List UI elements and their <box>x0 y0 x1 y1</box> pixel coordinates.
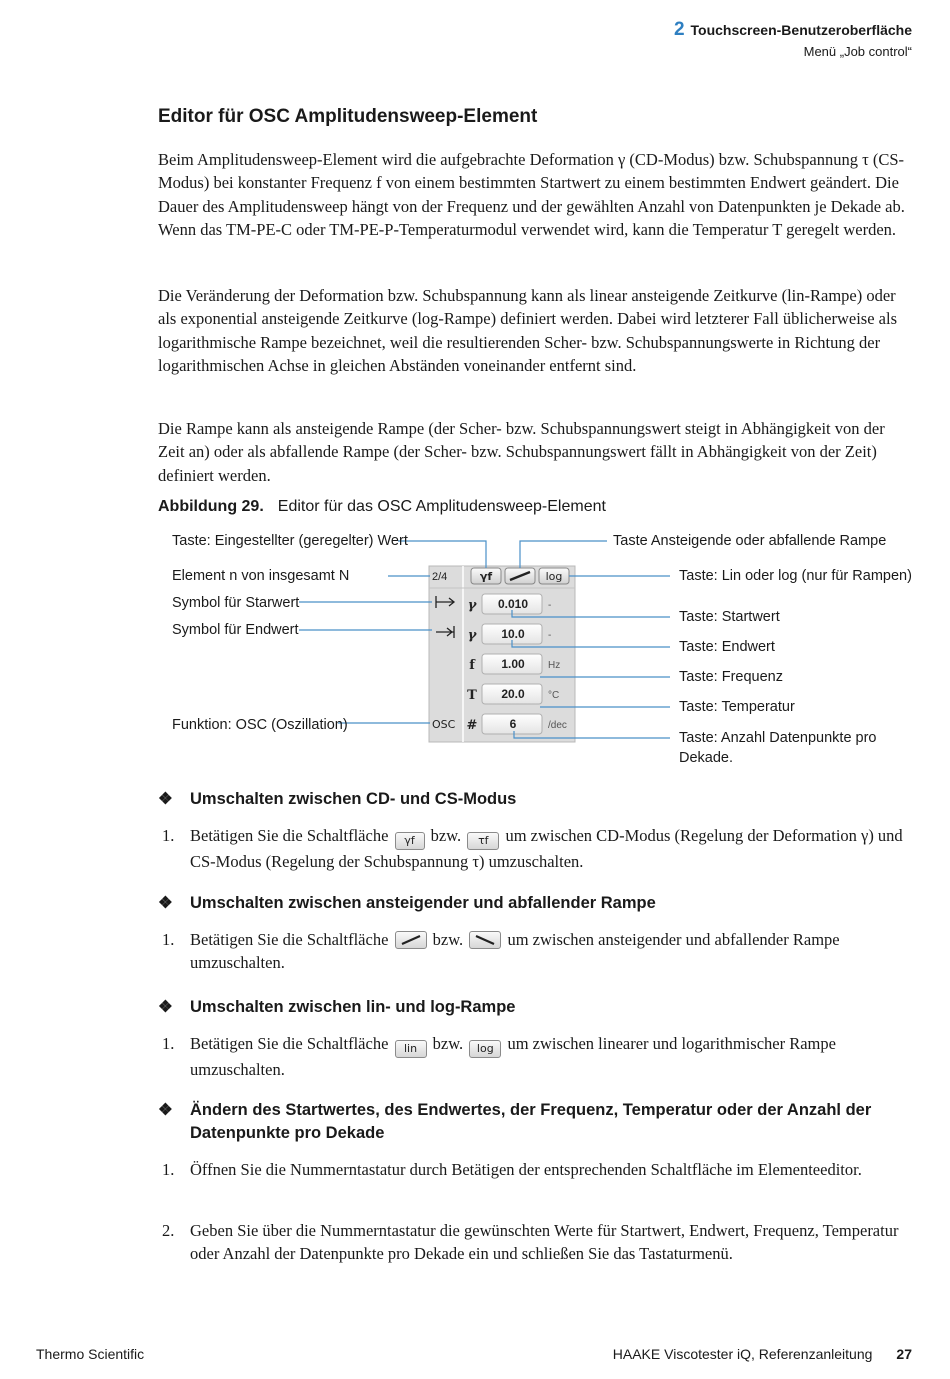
step-number: 1. <box>162 826 175 845</box>
step-open-keypad: 1. Öffnen Sie die Nummerntastatur durch Betätigen der entsprechenden Schaltfläche im Elementeeditor. <box>162 1160 862 1179</box>
row-value: 10.0 <box>501 627 525 641</box>
row-symbol: f <box>469 658 475 673</box>
row-value: 1.00 <box>501 657 525 671</box>
row-symbol: T <box>467 688 477 703</box>
function-label: OSC <box>432 718 456 731</box>
row-symbol: # <box>466 718 478 733</box>
row-unit: - <box>548 630 552 641</box>
callout-data-points: Taste: Anzahl Datenpunkte pro Dekade. <box>679 730 877 766</box>
lin-button-icon: lin <box>395 1040 427 1058</box>
row-unit: /dec <box>548 720 567 731</box>
callout-element-n: Element n von insgesamt N <box>172 568 350 584</box>
svg-text:log: log <box>545 570 563 583</box>
gamma-f-button-icon: γf <box>395 832 425 850</box>
tau-f-button-icon: τf <box>467 832 499 850</box>
intro-paragraph-1: Beim Amplitudensweep-Element wird die aufgebrachte Deformation γ (CD-Modus) bzw. Schubspannung τ (CS-Modus) bei konstanter Frequenz f von einem bestimmten Startwert zu einem bestimmten Endwert geändert. Die Dauer des Amplitudensweep hängt von der Frequenz und der gewählten Anzahl von Datenpunkten je Dekade ab. Wenn das TM-PE-C oder TM-PE-P-Temperaturmodul verwendet wird, kann die Temperatur T geregelt werden. <box>158 150 905 240</box>
bullet-icon: ❖ <box>158 790 173 808</box>
row-unit: - <box>548 600 552 611</box>
callout-lin-log: Taste: Lin oder log (nur für Rampen) <box>679 568 912 584</box>
callout-set-value: Taste: Eingestellter (geregelter) Wert <box>172 533 408 549</box>
footer-doc-title: HAAKE Viscotester iQ, Referenzanleitung <box>612 1346 873 1362</box>
falling-ramp-button-icon <box>469 931 501 949</box>
callout-frequency: Taste: Frequenz <box>679 669 783 685</box>
chapter-title: Touchscreen-Benutzeroberfläche <box>690 22 912 38</box>
log-button-icon: log <box>469 1040 501 1058</box>
callout-end-symbol: Symbol für Endwert <box>172 622 299 638</box>
row-symbol: γ <box>467 598 477 613</box>
rising-ramp-button-icon <box>395 931 427 949</box>
row-symbol: γ <box>467 628 477 643</box>
subheading-lin-log: ❖ Umschalten zwischen lin- und log-Rampe <box>158 998 516 1016</box>
page-number: 27 <box>896 1346 912 1362</box>
intro-paragraph-2: Die Veränderung der Deformation bzw. Schubspannung kann als linear ansteigende Zeitkurve (lin-Rampe) oder als exponential ansteigende Zeitkurve (log-Rampe) definiert werden. Dabei wird letzterer Fall üblicherweise als logarithmische Rampe bezeichnet, weil die resultierenden Scher- bzw. Schubspannungswerte in Richtung der logarithmischen Achse in gleichen Abständen voneinander entfernt sind. <box>158 286 898 376</box>
callout-start: Taste: Startwert <box>679 609 780 625</box>
element-index: 2/4 <box>432 571 448 583</box>
step-ramp-direction: 1. Betätigen Sie die Schaltfläche bzw. um zwischen ansteigender und abfallender Rampe umzuschalten. <box>162 930 840 973</box>
chapter-number: 2 <box>673 19 685 40</box>
row-value: 6 <box>509 717 517 731</box>
callout-temperature: Taste: Temperatur <box>679 699 795 715</box>
step-cd-cs: 1. Betätigen Sie die Schaltfläche γf bzw. τf um zwischen CD-Modus (Regelung der Deformation γ) und CS-Modus (Regelung der Schubspannung τ) umzuschalten. <box>162 826 903 871</box>
intro-paragraph-3: Die Rampe kann als ansteigende Rampe (der Scher- bzw. Schubspannungswert steigt in Abhängigkeit von der Zeit an) oder als abfallende Rampe (der Scher- bzw. Schubspannungswert fällt in Abhängigkeit von der Zeit) definiert werden. <box>158 419 885 485</box>
svg-text:γf: γf <box>479 570 493 583</box>
row-value: 20.0 <box>501 687 525 701</box>
row-value: 0.010 <box>497 597 529 611</box>
step-enter-values: 2. Geben Sie über die Nummerntastatur die gewünschten Werte für Startwert, Endwert, Frequenz, Temperatur oder Anzahl der Datenpunkte pro Dekade ein und schließen Sie das Tastaturmenü. <box>162 1221 899 1264</box>
leader-set-value <box>398 541 486 568</box>
step-lin-log: 1. Betätigen Sie die Schaltfläche lin bzw. log um zwischen linearer und logarithmischer Rampe umzuschalten. <box>162 1034 836 1079</box>
figure-title: Editor für das OSC Amplitudensweep-Element <box>277 498 606 515</box>
callout-ramp-direction: Taste Ansteigende oder abfallende Rampe <box>613 533 887 549</box>
subheading-cd-cs: ❖ Umschalten zwischen CD- und CS-Modus <box>158 788 878 811</box>
section-title: Menü „Job control“ <box>803 44 912 59</box>
row-unit: Hz <box>548 660 561 671</box>
row-unit: °C <box>548 690 560 701</box>
callout-end: Taste: Endwert <box>679 639 775 655</box>
subheading-ramp-direction: ❖ Umschalten zwischen ansteigender und abfallender Rampe <box>158 894 656 912</box>
page-heading: Editor für OSC Amplitudensweep-Element <box>158 106 538 127</box>
figure-label: Abbildung 29. <box>158 498 264 515</box>
footer-brand: Thermo Scientific <box>36 1346 145 1362</box>
footer-doc <box>613 1346 912 1362</box>
subheading-change-values: ❖ Ändern des Startwertes, des Endwertes, der Frequenz, Temperatur oder der Anzahl der Datenpunkte pro Dekade <box>158 1101 872 1142</box>
leader-ramp-dir <box>520 541 607 568</box>
callout-function: Funktion: OSC (Oszillation) <box>172 717 348 733</box>
callout-start-symbol: Symbol für Starwert <box>172 595 300 611</box>
